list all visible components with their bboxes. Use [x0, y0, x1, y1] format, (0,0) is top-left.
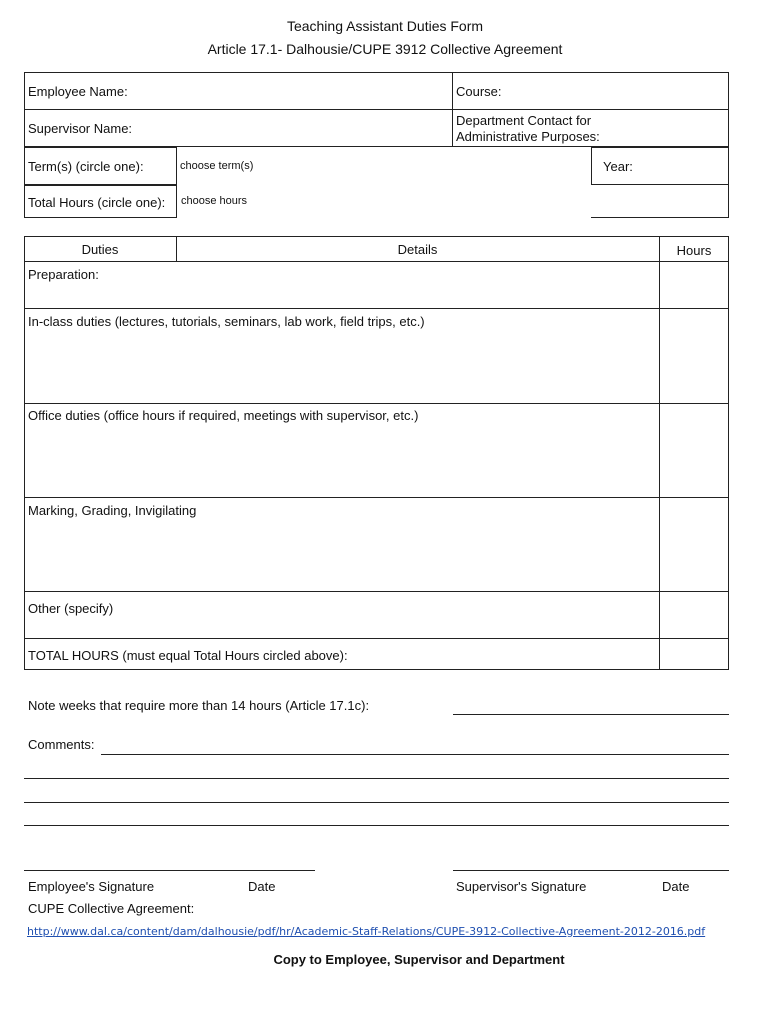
year-label[interactable]: Year:: [603, 159, 633, 174]
duties-table: [24, 236, 729, 670]
supervisor-name-field[interactable]: Supervisor Name:: [28, 121, 133, 136]
divider: [728, 185, 729, 217]
form-subtitle: Article 17.1- Dalhousie/CUPE 3912 Collective Agreement: [207, 41, 563, 57]
row-marking[interactable]: Marking, Grading, Invigilating: [28, 503, 197, 518]
weeks-note-input[interactable]: [453, 714, 729, 715]
employee-signature-label: Employee's Signature: [28, 879, 155, 894]
supervisor-signature-label: Supervisor's Signature: [456, 879, 587, 894]
row-office[interactable]: Office duties (office hours if required, meetings with supervisor, etc.): [28, 408, 419, 423]
terms-select[interactable]: choose term(s): [180, 160, 254, 172]
row-total-hours[interactable]: TOTAL HOURS (must equal Total Hours circled above):: [28, 648, 348, 663]
dept-contact-label-1: Department Contact for: [456, 113, 592, 128]
divider: [659, 236, 660, 670]
comments-line[interactable]: [24, 778, 729, 779]
row-divider: [24, 591, 729, 592]
copy-note: Copy to Employee, Supervisor and Department: [273, 952, 565, 967]
employee-name-field[interactable]: Employee Name:: [28, 84, 128, 99]
year-underline: [591, 217, 729, 218]
divider: [452, 72, 453, 147]
hours-select[interactable]: choose hours: [181, 195, 248, 207]
row-other[interactable]: Other (specify): [28, 601, 114, 616]
employee-signature-line[interactable]: [24, 870, 315, 871]
agreement-link[interactable]: http://www.dal.ca/content/dam/dalhousie/pdf/hr/Academic-Staff-Relations/CUPE-3912-Collective-Agreement-2012-2016.pdf: [27, 925, 706, 938]
row-divider: [24, 403, 729, 404]
dept-contact-label-2: Administrative Purposes:: [456, 129, 600, 144]
weeks-note-label: Note weeks that require more than 14 hours (Article 17.1c):: [28, 698, 370, 713]
row-divider: [24, 308, 729, 309]
terms-label: Term(s) (circle one):: [28, 159, 144, 174]
agreement-link-wrap: [27, 923, 762, 938]
divider: [24, 109, 729, 110]
comments-line[interactable]: [24, 825, 729, 826]
course-field[interactable]: Course:: [456, 84, 502, 99]
row-preparation[interactable]: Preparation:: [28, 267, 99, 282]
employee-date-label: Date: [248, 879, 276, 894]
agreement-label: CUPE Collective Agreement:: [28, 901, 195, 916]
header-duties: Duties: [81, 242, 119, 257]
total-hours-label: Total Hours (circle one):: [28, 195, 166, 210]
supervisor-date-label: Date: [662, 879, 690, 894]
table-header-divider: [24, 261, 729, 262]
header-details: Details: [397, 242, 438, 257]
comments-line[interactable]: [101, 754, 729, 755]
supervisor-signature-line[interactable]: [453, 870, 729, 871]
header-hours: Hours: [676, 243, 712, 258]
comments-label: Comments:: [28, 737, 95, 752]
row-divider: [24, 638, 729, 639]
row-divider: [24, 497, 729, 498]
row-in-class[interactable]: In-class duties (lectures, tutorials, seminars, lab work, field trips, etc.): [28, 314, 425, 329]
form-title: Teaching Assistant Duties Form: [286, 18, 484, 34]
comments-line[interactable]: [24, 802, 729, 803]
